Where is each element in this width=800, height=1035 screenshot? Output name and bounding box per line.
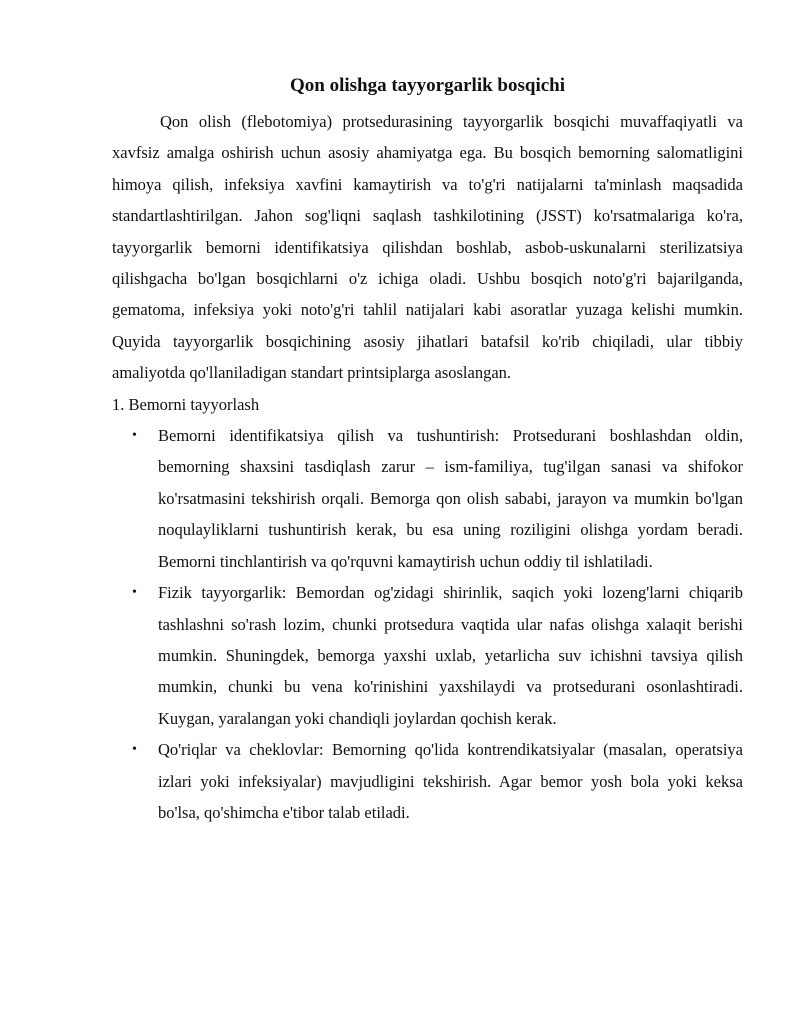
bullet-icon: • xyxy=(132,585,137,601)
bullet-item-restrictions xyxy=(132,734,743,828)
bullet-text: Fizik tayyorgarlik: Bemordan og'zidagi shirinlik, saqich yoki lozeng'larni chiqarib tashlashni so'rash lozim, chunki protsedura vaqtida ular nafas olishga xalaqit berishi mumkin. Shuningdek, bemorga yaxshi uxlab, yetarlicha suv ichishni tavsiya qilish mumkin, chunki bu vena ko'rinishini yaxshilaydi va protsedurani osonlashtiradi. Kuygan, yaralangan yoki chandiqli joylardan qochish kerak. xyxy=(158,583,743,728)
bullet-icon: • xyxy=(132,742,137,758)
document-title: Qon olishga tayyorgarlik bosqichi xyxy=(289,75,566,96)
bullet-icon: • xyxy=(132,428,137,444)
bullet-text: Qo'riqlar va cheklovlar: Bemorning qo'lida kontrendikatsiyalar (masalan, operatsiya izlari yoki infeksiyalar) mavjudligini tekshirish. Agar bemor yosh bola yoki keksa bo'lsa, qo'shimcha e'tibor talab etiladi. xyxy=(158,740,743,822)
section-heading: 1. Bemorni tayyorlash xyxy=(112,394,260,414)
document-page xyxy=(112,72,743,828)
bullet-item-identification xyxy=(132,420,743,577)
bullet-item-physical-preparation xyxy=(132,577,743,734)
bullet-list xyxy=(112,420,743,828)
intro-paragraph: Qon olish (flebotomiya) protsedurasining tayyorgarlik bosqichi muvaffaqiyatli va xavfsiz amalga oshirish uchun asosiy ahamiyatga ega. Bu bosqich bemorning salomatligini himoya qilish, infeksiya xavfini kamaytirish va to'g'ri natijalarni ta'minlash maqsadida standartlashtirilgan. Jahon sog'liqni saqlash tashkilotining (JSST) ko'rsatmalariga ko'ra, tayyorgarlik bemorni identifikatsiya qilishdan boshlab, asbob-uskunalarni sterilizatsiya qilishgacha bo'lgan bosqichlarni o'z ichiga oladi. Ushbu bosqich noto'g'ri bajarilganda, gematoma, infeksiya yoki noto'g'ri tahlil natijalari kabi asoratlar yuzaga kelishi mumkin. Quyida tayyorgarlik bosqichining asosiy jihatlari batafsil ko'rib chiqiladi, ular tibbiy amaliyotda qo'llaniladigan standart printsiplarga asoslangan. xyxy=(112,112,743,383)
bullet-text: Bemorni identifikatsiya qilish va tushuntirish: Protsedurani boshlashdan oldin, bemorning shaxsini tasdiqlash zarur – ism-familiya, tug'ilgan sanasi va shifokor ko'rsatmasini tekshirish orqali. Bemorga qon olish sababi, jarayon va mumkin bo'lgan noqulayliklarni tushuntirish kerak, bu esa uning roziligini olishga yordam beradi. Bemorni tinchlantirish va qo'rquvni kamaytirish uchun oddiy til ishlatiladi. xyxy=(158,426,743,571)
